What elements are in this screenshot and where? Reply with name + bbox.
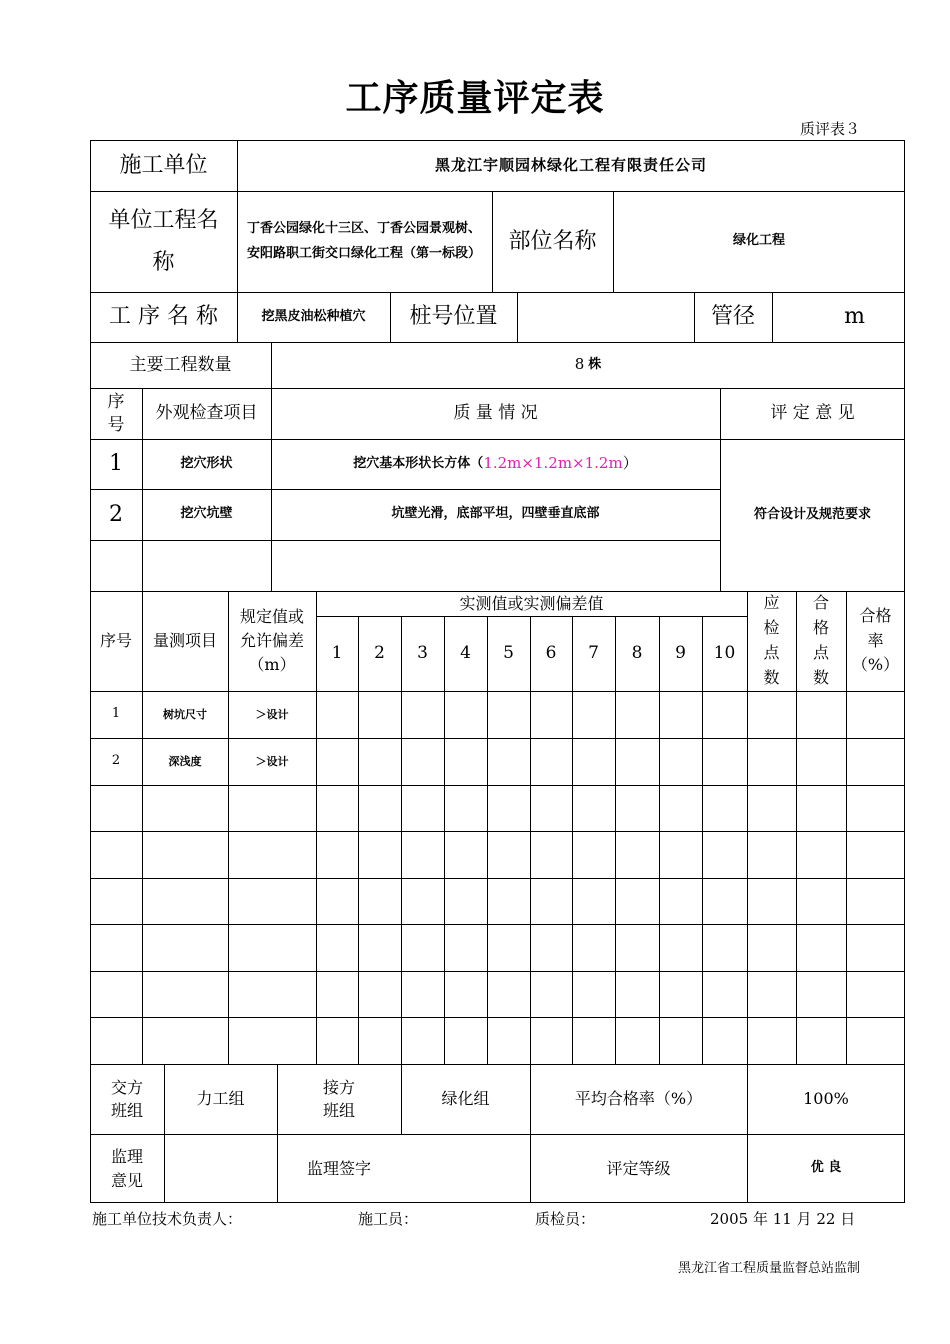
measure-col-10: 10 [713, 643, 736, 664]
part-name-label: 部位名称 [508, 228, 597, 254]
visual-row-1-no: 1 [109, 451, 123, 477]
visual-row-2-no: 2 [109, 501, 123, 527]
supervision-opinion-label: 监理意见 [110, 1147, 143, 1190]
main-quantity-unit: 株 [588, 356, 602, 372]
opinion-header: 评 定 意 见 [770, 403, 855, 424]
process-name-value: 挖黑皮油松种植穴 [261, 308, 366, 324]
worker-label: 施工员： [358, 1210, 419, 1228]
pass-points-header: 合格点数 [812, 593, 829, 687]
unit-project-value: 丁香公园绿化十三区、丁香公园景观树、安阳路职工街交口绿化工程（第一标段） [247, 220, 482, 261]
construction-unit-value: 黑龙江宇顺园林绿化工程有限责任公司 [434, 155, 707, 174]
measure-col-6: 6 [545, 643, 557, 664]
pipe-diameter-label: 管径 [710, 304, 755, 330]
visual-row-2-item: 挖穴坑壁 [180, 506, 233, 522]
main-quantity-number: 8 [574, 355, 585, 374]
measure-row-1-no: 1 [111, 706, 121, 722]
measure-col-8: 8 [631, 643, 643, 664]
supervisor-signature-value [401, 1134, 530, 1203]
station-label: 桩号位置 [409, 304, 498, 330]
visual-row-2-desc: 坑壁光滑，底部平坦，四壁垂直底部 [391, 506, 600, 522]
quality-header: 质 量 情 况 [453, 403, 538, 424]
visual-opinion: 符合设计及规范要求 [753, 506, 871, 522]
inspector-label: 质检员： [535, 1210, 596, 1228]
measure-row-1-item: 树坑尺寸 [163, 707, 207, 721]
measure-col-7: 7 [588, 643, 599, 664]
avg-pass-rate-value: 100% [803, 1089, 849, 1109]
visual-row-1-dimensions: 1.2m×1.2m×1.2m [483, 454, 623, 473]
unit-project-label: 单位工程名称 [108, 207, 219, 275]
pipe-diameter-unit: m [844, 304, 865, 330]
visual-row-1-item: 挖穴形状 [180, 455, 233, 471]
measure-col-2: 2 [374, 643, 385, 664]
measure-col-9: 9 [675, 643, 686, 664]
receiver-team-label: 接方班组 [322, 1077, 355, 1120]
handover-team-label: 交方班组 [110, 1077, 143, 1120]
measure-col-5: 5 [503, 643, 514, 664]
grade-value: 优 良 [810, 1160, 842, 1176]
part-name-value: 绿化工程 [732, 233, 785, 249]
avg-pass-rate-label: 平均合格率（%） [574, 1089, 703, 1109]
measure-row-1-spec: ＞设计 [255, 707, 289, 721]
main-quantity-value [271, 342, 905, 388]
measure-row-2-spec: ＞设计 [255, 754, 289, 768]
visual-row-1-desc-text: 挖穴基本形状长方体（ [353, 455, 484, 471]
measure-col-3: 3 [417, 643, 428, 664]
form-number: 质评表３ [799, 120, 860, 138]
supervision-opinion-value [164, 1134, 277, 1203]
should-check-header: 应检点数 [763, 593, 780, 687]
spec-header [228, 591, 316, 691]
supervisor-signature-label: 监理签字 [306, 1158, 371, 1178]
receiver-team-value: 绿化组 [441, 1089, 490, 1109]
issuer-note: 黑龙江省工程质量监督总站监制 [677, 1261, 860, 1276]
process-name-label: 工 序 名 称 [109, 304, 218, 330]
handover-team-value: 力工组 [196, 1089, 245, 1109]
station-value [517, 292, 694, 342]
measure-item-header: 量测项目 [152, 631, 217, 651]
measure-col-4: 4 [460, 643, 471, 664]
measure-seq-header: 序号 [99, 631, 132, 651]
visual-seq-header: 序号 [107, 392, 125, 435]
tech-lead-label: 施工单位技术负责人： [92, 1210, 243, 1228]
page-title: 工序质量评定表 [345, 77, 605, 119]
measure-row-2-item: 深浅度 [168, 754, 202, 768]
visual-item-header: 外观检查项目 [155, 403, 258, 424]
measure-col-1: 1 [331, 643, 343, 664]
measured-header: 实测值或实测偏差值 [459, 593, 604, 613]
date: 2005 年 11 月 22 日 [710, 1210, 856, 1228]
main-quantity-label: 主要工程数量 [129, 354, 232, 375]
spec-header-text: 规定值或允许偏差（m） [239, 607, 304, 674]
construction-unit-label: 施工单位 [119, 152, 208, 178]
measure-row-2-no: 2 [111, 753, 121, 769]
grade-label: 评定等级 [606, 1158, 671, 1178]
visual-row-1-desc [271, 439, 720, 489]
pass-rate-header: 合格率（%） [851, 605, 900, 675]
visual-row-1-desc-end: ） [622, 454, 638, 473]
